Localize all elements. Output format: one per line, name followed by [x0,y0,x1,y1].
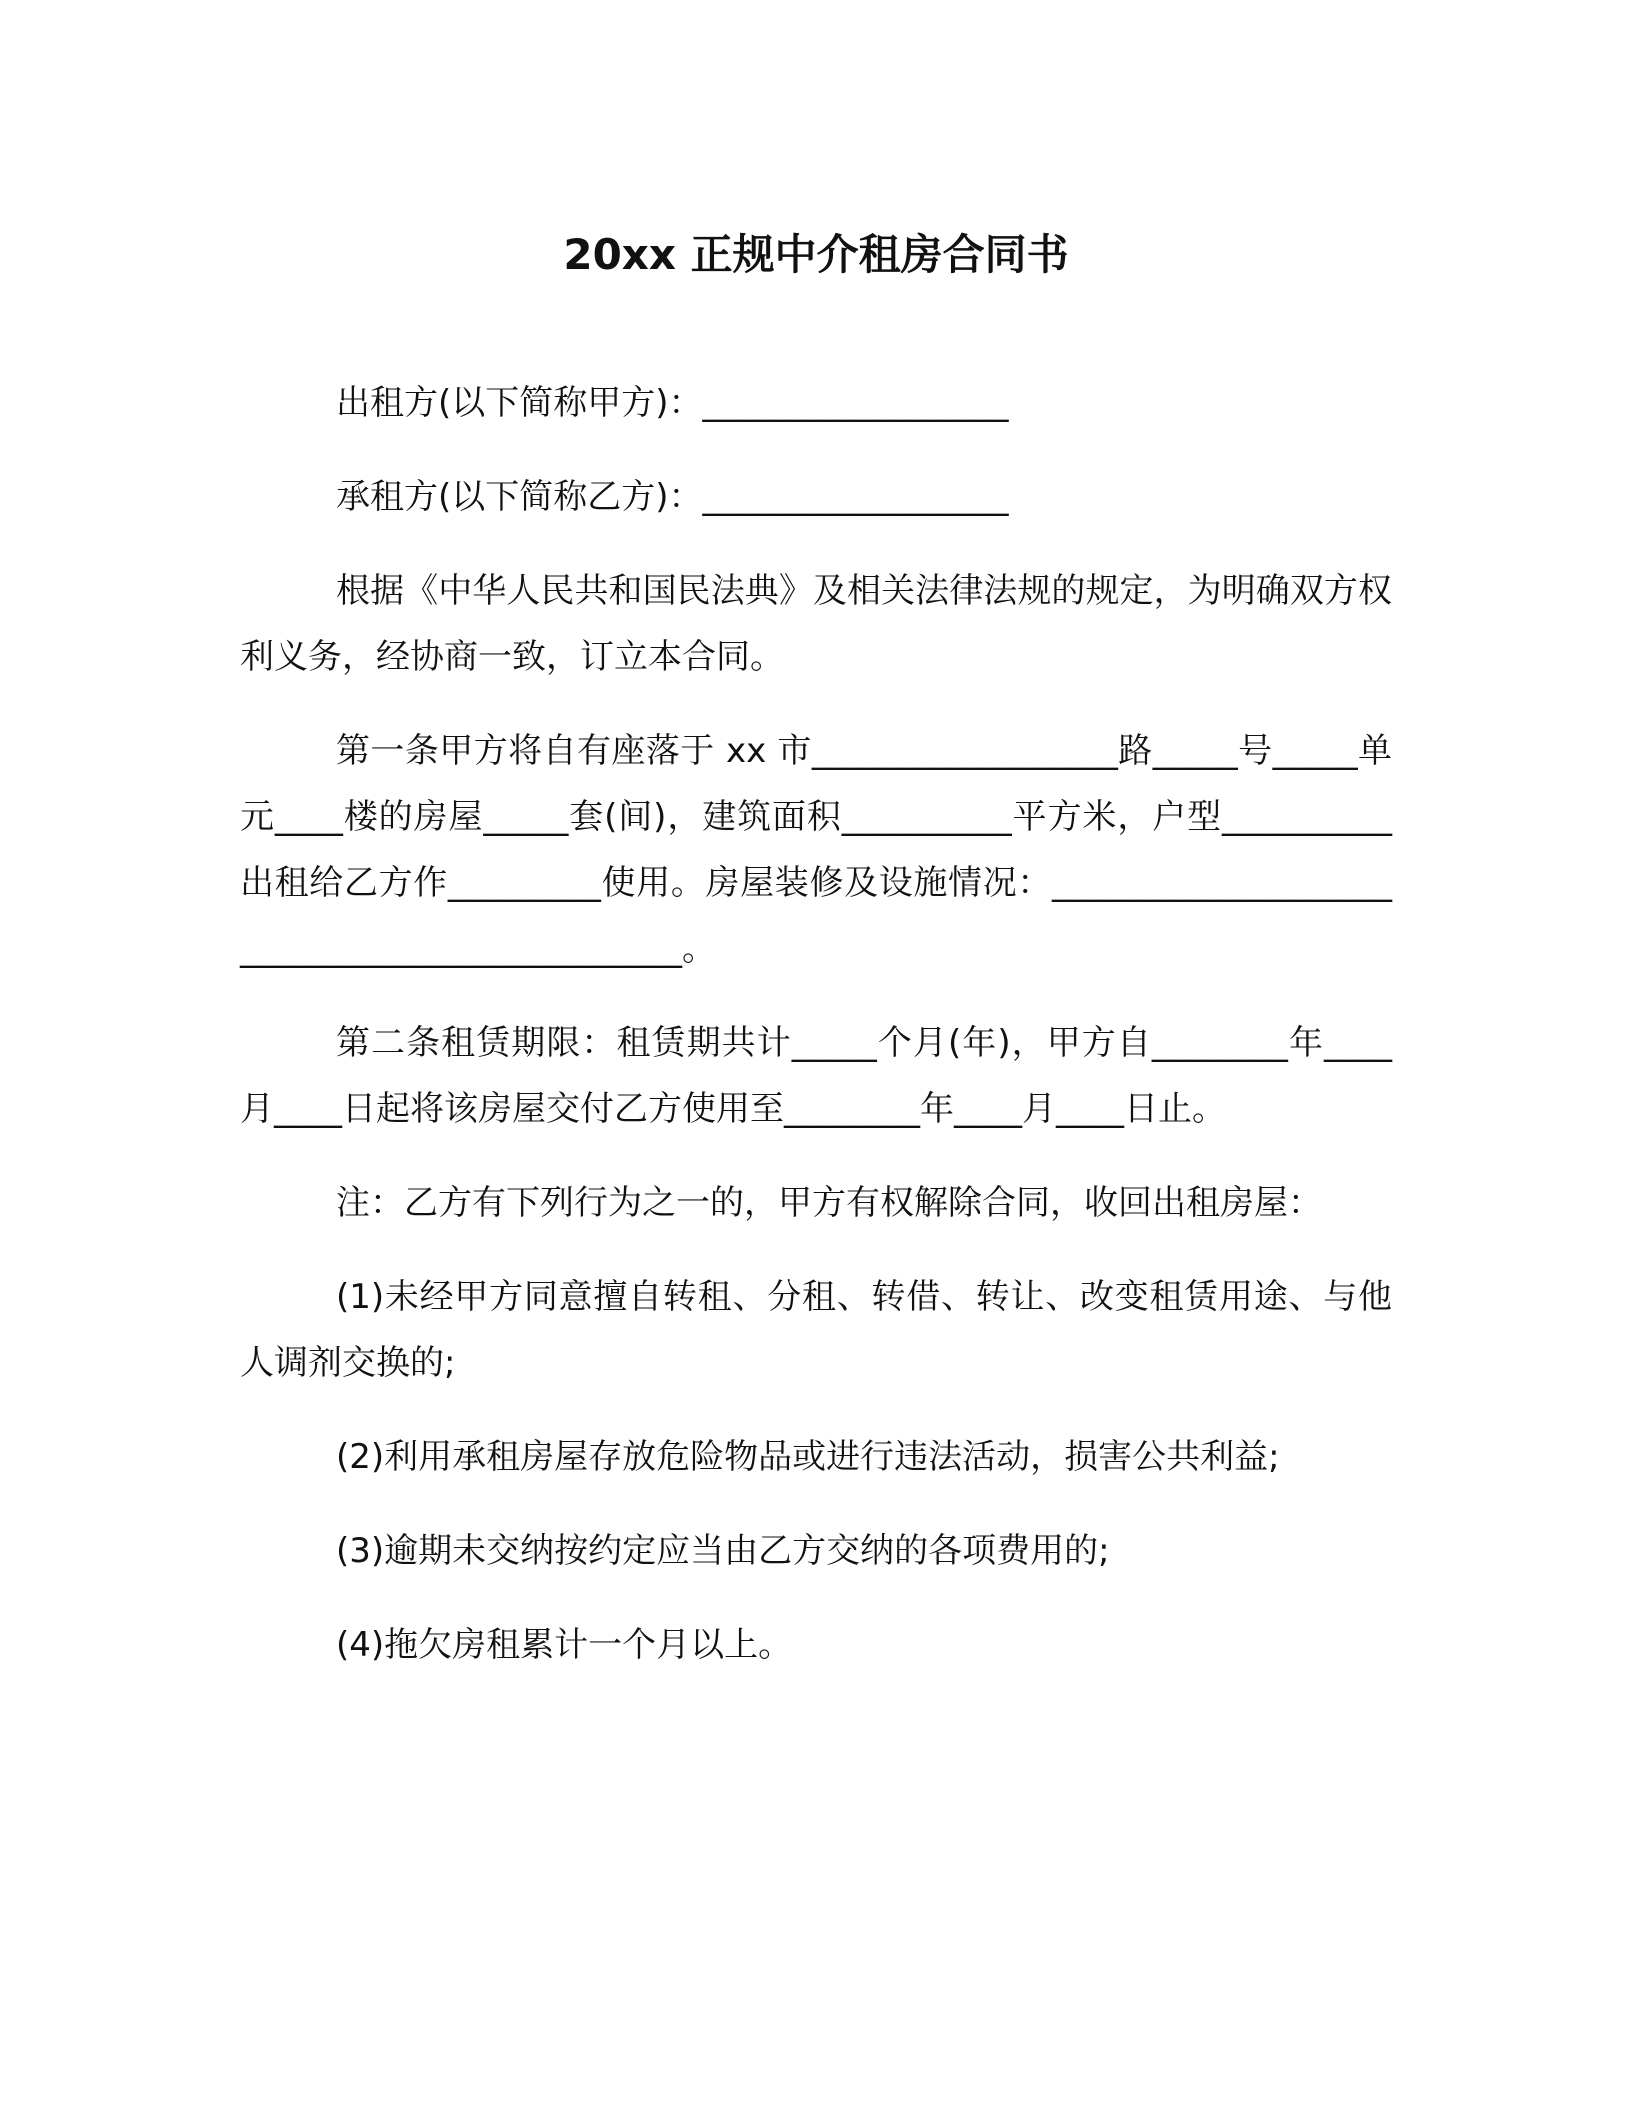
document-body [240,370,1392,1706]
note-item-1: (1)未经甲方同意擅自转租、分租、转借、转让、改变租赁用途、与他人调剂交换的; [240,1277,1392,1383]
preamble-paragraph: 根据《中华人民共和国民法典》及相关法律法规的规定，为明确双方权利义务，经协商一致，订立本合同。 [240,571,1392,677]
article-1-paragraph: 第一条甲方将自有座落于 xx 市__________________路_____号_____单元____楼的房屋_____套(间)，建筑面积__________平方米，户型__________出租给乙方作_________使用。房屋装修及设施情况：______________________________________________。 [240,731,1392,969]
note-item-3: (3)逾期未交纳按约定应当由乙方交纳的各项费用的; [336,1531,1110,1571]
note-paragraph: 注：乙方有下列行为之一的，甲方有权解除合同，收回出租房屋： [336,1183,1322,1223]
note-item-4: (4)拖欠房租累计一个月以上。 [336,1625,793,1665]
article-2-paragraph: 第二条租赁期限：租赁期共计_____个月(年)，甲方自________年____月____日起将该房屋交付乙方使用至________年____月____日止。 [240,1023,1392,1129]
lessor-line: 出租方(以下简称甲方)：__________________ [336,383,1009,423]
lessee-line: 承租方(以下简称乙方)：__________________ [336,477,1009,517]
note-item-2: (2)利用承租房屋存放危险物品或进行违法活动，损害公共利益; [336,1437,1280,1477]
document-title: 20xx 正规中介租房合同书 [563,230,1069,279]
